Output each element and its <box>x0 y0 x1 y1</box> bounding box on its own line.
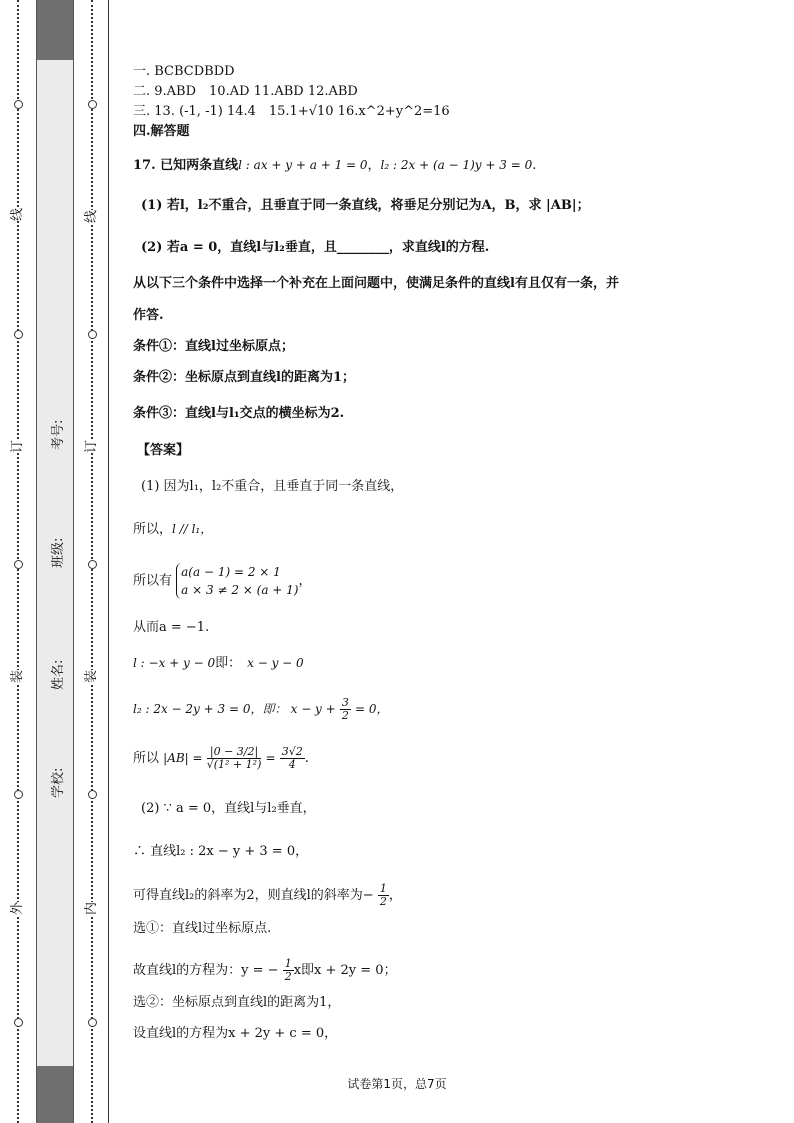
answer-title: 【答案】 <box>137 443 190 458</box>
hole-circle <box>14 100 23 109</box>
margin-char: 内 <box>84 901 100 916</box>
solution-line-4: 从而a = −1. <box>133 620 210 635</box>
fraction <box>340 697 351 722</box>
instruction-line-2: 作答. <box>133 308 164 323</box>
solution-line-5 <box>133 655 304 672</box>
margin-border-line <box>108 0 109 1123</box>
hole-circle <box>14 790 23 799</box>
question-17-stem <box>133 157 536 174</box>
fraction-denominator: 2 <box>341 709 349 722</box>
condition-3: 条件③：直线l与l₁交点的横坐标为2. <box>133 406 345 421</box>
binding-margin-inner <box>75 0 109 1123</box>
class-label: 班级: <box>51 537 66 568</box>
solution-line-2 <box>133 521 212 538</box>
hole-circle <box>88 560 97 569</box>
solution-line-11: 选①：直线l过坐标原点. <box>133 921 272 936</box>
solution-line-9: ∴ 直线l₂ : 2x − y + 3 = 0， <box>133 844 309 859</box>
answer-section-2: 二. 9.ABD 10.AD 11.ABD 12.ABD <box>133 84 358 99</box>
fraction-numerator: 3√2 <box>281 745 303 758</box>
separator: ， <box>367 158 381 173</box>
stem-end: . <box>532 158 537 173</box>
margin-char: 线 <box>84 209 100 224</box>
margin-char: 订 <box>10 439 26 454</box>
solution-text-end: x即x + 2y = 0； <box>293 963 397 978</box>
hole-circle <box>14 1018 23 1027</box>
system-row-2: a × 3 ≠ 2 × (a + 1) <box>181 583 299 597</box>
solution-line-6 <box>133 697 389 722</box>
parallel-expression: l // l₁， <box>172 522 213 536</box>
solution-line-10 <box>133 883 402 908</box>
solution-text: 所以有 <box>133 573 173 589</box>
hole-circle <box>14 330 23 339</box>
name-label: 姓名: <box>51 659 66 690</box>
margin-char: 装 <box>10 669 26 684</box>
binding-margin-outer <box>0 0 36 1123</box>
question-part-1: (1) 若l，l₂不重合，且垂直于同一条直线，将垂足分别记为A，B，求 |AB|； <box>141 198 590 213</box>
fraction-denominator: 2 <box>284 970 292 983</box>
fraction-numerator: 1 <box>284 957 292 970</box>
fraction <box>280 746 305 771</box>
question-part-2: (2) 若a = 0，直线l与l₂垂直，且________，求直线l的方程. <box>141 240 490 255</box>
equation-end: . <box>304 751 309 766</box>
solution-text: 所以 <box>133 751 160 766</box>
solution-text: 所以， <box>133 522 173 537</box>
exam-number-label: 考号: <box>51 419 66 450</box>
section-heading-solutions: 四.解答题 <box>133 124 190 139</box>
solution-line-14: 设直线l的方程为x + 2y + c = 0， <box>133 1026 338 1041</box>
fraction-denominator: √(1² + 1²) <box>206 758 262 771</box>
margin-char: 外 <box>10 901 26 916</box>
system-end: ， <box>298 573 312 589</box>
fraction-denominator: 4 <box>288 758 296 771</box>
hole-circle <box>88 330 97 339</box>
equation-end: = 0， <box>355 702 389 716</box>
fraction-numerator: 3 <box>341 696 349 709</box>
margin-cap-top <box>37 0 73 60</box>
answer-section-3: 三. 13. (-1, -1) 14.4 15.1+√10 16.x^2+y^2=16 <box>133 104 450 119</box>
solution-text: 即： <box>215 656 242 671</box>
solution-line-13: 选②：坐标原点到直线l的距离为1， <box>133 995 341 1010</box>
fraction-numerator: 1 <box>379 882 387 895</box>
fraction <box>207 746 262 771</box>
line-l-normalized: x − y − 0 <box>247 656 304 670</box>
school-label: 学校: <box>51 767 66 798</box>
condition-1: 条件①：直线l过坐标原点； <box>133 339 294 354</box>
solution-text: 可得直线l₂的斜率为2，则直线l的斜率为− <box>133 888 374 903</box>
line-l1-equation: l : ax + y + a + 1 = 0 <box>238 158 368 172</box>
solution-line-8: (2) ∵ a = 0，直线l与l₂垂直， <box>141 801 316 816</box>
system-row-1: a(a − 1) = 2 × 1 <box>181 565 281 579</box>
hole-circle <box>88 1018 97 1027</box>
hole-circle <box>88 790 97 799</box>
fraction <box>378 883 389 908</box>
hole-circle <box>88 100 97 109</box>
solution-line-12 <box>133 958 397 983</box>
answer-section-1: 一. BCBCDBDD <box>133 64 235 79</box>
hole-circle <box>14 560 23 569</box>
fraction-denominator: 2 <box>379 895 387 908</box>
solution-line-3 <box>133 563 311 599</box>
question-stem-text: 17. 已知两条直线 <box>133 158 239 173</box>
line-l-equation: l : −x + y − 0 <box>133 656 216 670</box>
solution-line-7 <box>133 746 309 771</box>
equation-system <box>176 563 298 599</box>
equals-sign: = <box>265 751 276 765</box>
line-l2-normalized: x − y + <box>290 702 336 716</box>
fraction-numerator: |0 − 3/2| <box>207 746 262 759</box>
instruction-line-1: 从以下三个条件中选择一个补充在上面问题中，使满足条件的直线l有且仅有一条，并 <box>133 276 619 291</box>
margin-char: 装 <box>84 669 100 684</box>
distance-ab: |AB| = <box>163 751 203 765</box>
margin-char: 订 <box>84 439 100 454</box>
fraction <box>283 958 294 983</box>
page-footer: 试卷第1页，总7页 <box>347 1077 447 1091</box>
line-l2-expression: l₂ : 2x − 2y + 3 = 0，即： <box>133 702 287 716</box>
line-l2-equation: l₂ : 2x + (a − 1)y + 3 = 0 <box>380 158 533 172</box>
solution-line-1: (1) 因为l₁，l₂不重合，且垂直于同一条直线， <box>141 479 404 494</box>
margin-char: 线 <box>10 207 26 222</box>
solution-text: 故直线l的方程为：y = − <box>133 963 279 978</box>
solution-text-end: ， <box>388 888 402 903</box>
condition-2: 条件②：坐标原点到直线l的距离为1； <box>133 370 355 385</box>
student-info-column <box>36 0 74 1123</box>
